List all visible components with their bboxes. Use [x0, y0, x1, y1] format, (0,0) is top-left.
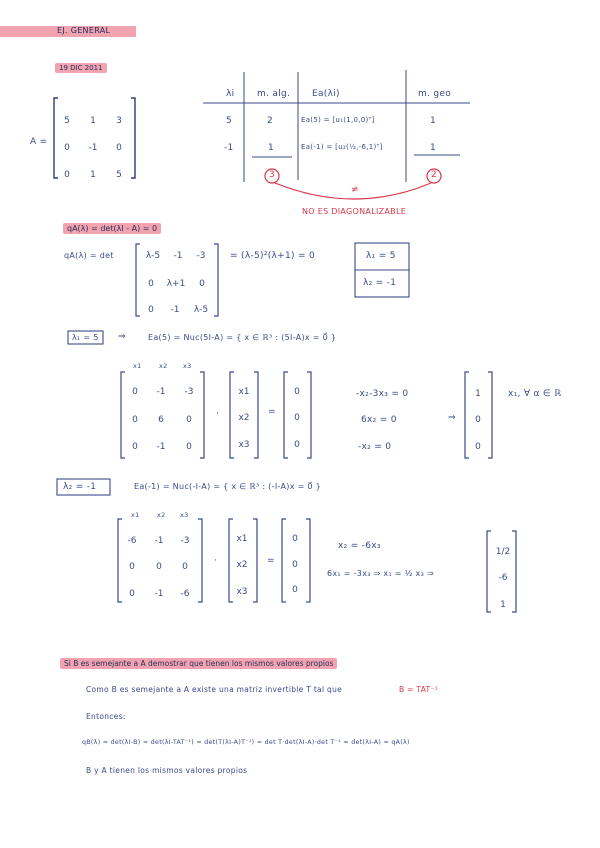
- e2-zero-3: 0: [292, 585, 298, 595]
- table-r2-mgeo: 1: [430, 143, 437, 153]
- a-21: 0: [64, 143, 70, 153]
- proof-line-1-formula: B = TAT⁻¹: [399, 685, 438, 694]
- table-r1-lambda: 5: [226, 116, 233, 126]
- proof-line-2: Entonces:: [86, 712, 126, 721]
- a-32: 1: [90, 170, 96, 180]
- root-2: λ₂ = -1: [363, 278, 397, 288]
- eig1-col-1: x1: [133, 362, 142, 370]
- circled-geo: 2: [431, 170, 438, 180]
- cp-33: λ-5: [193, 305, 209, 315]
- char-poly-heading: qA(λ) = det(λI - A) = 0: [63, 223, 161, 234]
- eig1-sys-1: -x₂-3x₃ = 0: [356, 389, 409, 399]
- table-header-mgeo: m. geo: [418, 89, 452, 99]
- cp-12: -1: [173, 251, 183, 261]
- eig2-dot: ·: [214, 556, 218, 566]
- e1-23: 0: [186, 415, 192, 425]
- e1-32: -1: [156, 442, 166, 452]
- e2-33: -6: [180, 589, 190, 599]
- page-title: EJ. GENERAL: [57, 26, 111, 35]
- table-r1-mgeo: 1: [430, 116, 437, 126]
- table-header-ea: Ea(λi): [312, 89, 340, 99]
- e1-22: 6: [158, 415, 164, 425]
- e1-var-3: x3: [238, 440, 250, 450]
- eig2-col-3: x3: [180, 511, 189, 519]
- e2-21: 0: [129, 562, 135, 572]
- e1-11: 0: [132, 387, 138, 397]
- cp-22: λ+1: [166, 279, 186, 289]
- eig1-equation: Ea(5) = Nuc(5I-A) = { x ∈ ℝ³ : (5I-A)x = 0⃗ }: [148, 333, 337, 342]
- eig2-label: λ₂ = -1: [63, 482, 97, 492]
- e2-13: -3: [180, 536, 190, 546]
- matrix-a-label: A =: [30, 137, 48, 147]
- cp-11: λ-5: [145, 251, 161, 261]
- neq-symbol: ≠: [351, 185, 359, 195]
- e2-11: -6: [127, 536, 137, 546]
- eig2-col-2: x2: [157, 511, 166, 519]
- eig2-sys-1: x₂ = -6x₃: [338, 541, 381, 551]
- a-11: 5: [64, 116, 70, 126]
- table-r2-ea: Ea(-1) = [u₂(½,-6,1)ᵀ]: [301, 143, 383, 151]
- root-1: λ₁ = 5: [366, 251, 396, 261]
- table-header-lambda: λi: [226, 89, 235, 99]
- eig1-sys-3: -x₂ = 0: [358, 442, 392, 452]
- table-r2-malg: 1: [268, 143, 275, 153]
- char-poly-rhs: = (λ-5)²(λ+1) = 0: [230, 251, 316, 261]
- e1-zero-3: 0: [294, 440, 300, 450]
- e1-13: -3: [184, 387, 194, 397]
- eig1-equals: =: [268, 407, 276, 417]
- cp-23: 0: [199, 279, 205, 289]
- proof-heading: Si B es semejante a A demostrar que tienen los mismos valores propios: [60, 658, 337, 669]
- e1-33: 0: [186, 442, 192, 452]
- eig2-sys-2: 6x₁ = -3x₃ ⇒ x₁ = ½ x₃ ⇒: [327, 569, 434, 578]
- a-33: 5: [116, 170, 122, 180]
- eig2-equation: Ea(-1) = Nuc(-I-A) = { x ∈ ℝ³ : (-I-A)x = 0⃗ }: [134, 482, 322, 491]
- cp-32: -1: [170, 305, 180, 315]
- e2-var-1: x1: [236, 534, 248, 544]
- e1-zero-1: 0: [294, 387, 300, 397]
- e2-zero-2: 0: [292, 560, 298, 570]
- e1-12: -1: [156, 387, 166, 397]
- date-label: 19 DIC 2011: [55, 63, 107, 73]
- cp-13: -3: [196, 251, 206, 261]
- table-header-malg: m. alg.: [257, 89, 291, 99]
- e1-var-1: x1: [238, 387, 250, 397]
- e2-res-1: 1/2: [495, 547, 511, 557]
- eig1-result-note: x₁, ∀ α ∈ ℝ: [508, 389, 562, 399]
- table-r1-ea: Ea(5) = [u₁(1,0,0)ᵀ]: [301, 116, 375, 124]
- a-23: 0: [116, 143, 122, 153]
- e2-32: -1: [154, 589, 164, 599]
- table-r1-malg: 2: [267, 116, 274, 126]
- e2-12: -1: [154, 536, 164, 546]
- e1-31: 0: [132, 442, 138, 452]
- char-poly-lhs: qA(λ) = det: [64, 251, 114, 260]
- e1-zero-2: 0: [294, 413, 300, 423]
- e2-var-2: x2: [236, 560, 248, 570]
- e2-23: 0: [182, 562, 188, 572]
- e1-res-3: 0: [475, 442, 481, 452]
- e1-21: 0: [132, 415, 138, 425]
- e1-res-1: 1: [475, 389, 481, 399]
- a-22: -1: [88, 143, 98, 153]
- proof-line-3: qB(λ) = det(λI-B) = det(λI-TAT⁻¹) = det(T(λI-A)T⁻¹) = det T·det(λI-A)·det T⁻¹ = det(λI-A) = qA(λ): [82, 739, 410, 746]
- cp-31: 0: [148, 305, 154, 315]
- eig2-equals: =: [267, 556, 275, 566]
- eig1-sys-2: 6x₂ = 0: [361, 415, 397, 425]
- eig1-implies: ⇒: [448, 413, 456, 423]
- circled-alg: 3: [269, 170, 276, 180]
- e2-res-3: 1: [500, 600, 506, 610]
- e2-zero-1: 0: [292, 534, 298, 544]
- a-12: 1: [90, 116, 96, 126]
- e1-var-2: x2: [238, 413, 250, 423]
- verdict: NO ES DIAGONALIZABLE: [302, 207, 407, 216]
- proof-line-4: B y A tienen los mismos valores propios: [86, 766, 248, 775]
- eig2-col-1: x1: [131, 511, 140, 519]
- a-31: 0: [64, 170, 70, 180]
- e2-31: 0: [129, 589, 135, 599]
- table-r2-lambda: -1: [224, 143, 234, 153]
- e2-res-2: -6: [498, 573, 508, 583]
- eig1-dot: ·: [216, 409, 220, 419]
- e1-res-2: 0: [475, 415, 481, 425]
- e2-var-3: x3: [236, 587, 248, 597]
- proof-line-1: Como B es semejante a A existe una matriz invertible T tal que: [86, 685, 343, 694]
- a-13: 3: [116, 116, 122, 126]
- eig1-label: λ₁ = 5: [72, 333, 99, 342]
- e2-22: 0: [156, 562, 162, 572]
- eig1-col-2: x2: [159, 362, 168, 370]
- eig1-col-3: x3: [183, 362, 192, 370]
- eig1-arrow: ⇒: [118, 332, 126, 342]
- cp-21: 0: [148, 279, 154, 289]
